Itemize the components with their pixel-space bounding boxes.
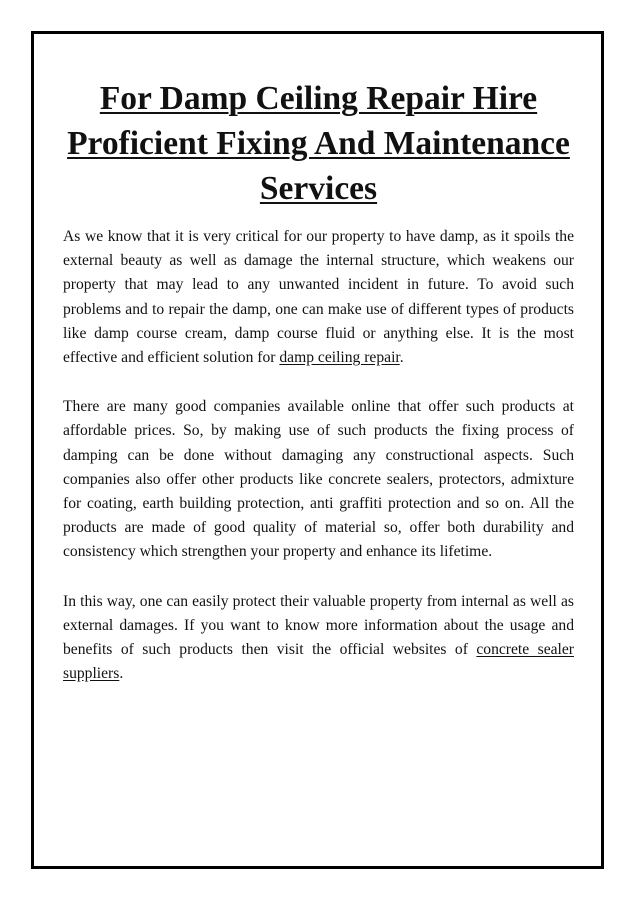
concrete-sealer-suppliers-link[interactable]: concrete sealer suppliers <box>63 641 574 683</box>
paragraph-2: There are many good companies available online that offer such products at affordable prices. So, by making use of such products the fixing process of damping can be done without damaging any constructional aspects. Such companies also offer other products like concrete sealers, protectors, admixture for coating, earth building protection, anti graffiti protection and so on. All the products are made of good quality of material so, offer both durability and consistency which strengthen your property and enhance its lifetime. <box>63 398 574 561</box>
paragraph-3-end: . <box>119 665 124 683</box>
paragraph-3-text: In this way, one can easily protect their valuable property from internal as well as external damages. If you want to know more information about the usage and benefits of such products then visit the official websites of <box>63 592 574 659</box>
paragraph-1 <box>63 225 574 370</box>
paragraph-1-end: . <box>399 349 404 367</box>
document-title: For Damp Ceiling Repair Hire Proficient Fixing And Maintenance Services <box>67 80 570 207</box>
paragraph-3 <box>63 590 574 687</box>
document-content <box>63 76 574 686</box>
paragraph-1-text: As we know that it is very critical for our property to have damp, as it spoils the external beauty as well as damage the internal structure, which weakens our property that may lead to any unwanted incident in future. To avoid such problems and to repair the damp, one can make use of different types of products like damp course cream, damp course fluid or anything else. It is the most effective and efficient solution for <box>63 228 574 367</box>
damp-ceiling-repair-link[interactable]: damp ceiling repair <box>279 349 400 367</box>
